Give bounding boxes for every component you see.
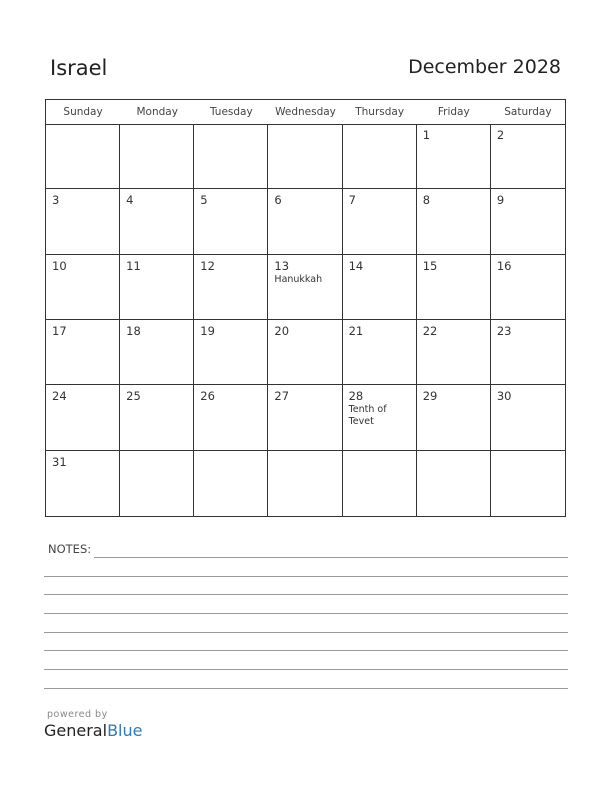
country-title: Israel [50,56,108,80]
day-number: 14 [348,258,364,273]
day-cell [268,320,342,385]
note-line [44,650,568,651]
day-number: 31 [52,454,67,469]
day-cell [46,189,120,254]
day-cell [46,451,120,516]
note-line [44,669,568,670]
day-number: 17 [52,324,67,338]
day-cell [343,385,417,450]
month-year-title: December 2028 [408,56,561,78]
day-number: 8 [422,193,431,208]
note-line [44,632,568,633]
note-line [44,576,568,577]
day-cell [268,124,342,189]
day-cell [491,320,565,385]
day-cell [46,385,120,450]
day-cell [120,189,194,254]
weekday-header [46,100,565,125]
note-line [44,613,568,614]
calendar-body [46,124,565,516]
day-number: 23 [496,324,512,338]
day-number: 13 [274,258,290,273]
day-number: 15 [422,258,438,273]
day-number: 1 [422,128,431,142]
day-cell [343,451,417,516]
day-number: 7 [348,193,356,208]
weekday-label: Wednesday [275,106,336,118]
day-cell [491,385,565,450]
day-cell [120,451,194,516]
day-number: 27 [274,389,290,404]
day-cell [343,124,417,189]
brand-blue: Blue [107,721,143,740]
day-cell [491,255,565,320]
day-cell [268,385,342,450]
calendar-grid [45,99,566,517]
day-cell [194,189,268,254]
day-number: 4 [126,193,134,208]
day-cell [417,320,491,385]
day-number: 6 [274,193,282,208]
day-number: 22 [422,324,438,338]
weekday-label: Sunday [63,106,103,118]
day-cell [46,320,120,385]
day-number: 11 [126,258,141,273]
day-number: 20 [274,324,290,338]
day-cell [491,189,565,254]
day-cell [417,124,491,189]
day-number: 24 [52,389,67,404]
day-cell [343,255,417,320]
brand-logo [44,721,142,740]
weekday-label: Friday [437,106,470,118]
note-line [44,688,568,689]
day-cell [120,385,194,450]
day-number: 25 [126,389,141,404]
day-cell [268,451,342,516]
day-cell [46,255,120,320]
day-cell [417,385,491,450]
notes-label: NOTES: [48,542,92,556]
day-cell [491,451,565,516]
day-cell [491,124,565,189]
day-number: 2 [496,128,505,142]
day-number: 19 [200,324,215,338]
note-line [94,557,568,558]
weekday-label: Saturday [504,106,552,118]
day-number: 16 [496,258,512,273]
day-cell [120,124,194,189]
day-number: 10 [52,258,67,273]
day-number: 12 [200,258,215,273]
day-cell [417,189,491,254]
day-cell [194,124,268,189]
weekday-label: Tuesday [209,106,253,118]
day-cell [120,320,194,385]
day-cell [417,255,491,320]
day-cell [343,320,417,385]
day-number: 3 [52,193,60,208]
day-cell [194,320,268,385]
holiday-label: Tenth of Tevet [348,404,387,428]
day-cell [194,385,268,450]
day-cell [417,451,491,516]
note-line [44,594,568,595]
day-number: 30 [496,389,512,404]
day-number: 9 [496,193,505,208]
day-cell [268,189,342,254]
powered-by-label: powered by [47,709,108,720]
day-cell [343,189,417,254]
day-number: 26 [200,389,215,404]
day-cell [194,255,268,320]
day-cell [268,255,342,320]
day-cell [120,255,194,320]
day-number: 5 [200,193,208,208]
holiday-label: Hanukkah [274,273,323,285]
day-number: 21 [348,324,364,338]
day-number: 18 [126,324,141,338]
day-number: 28 [348,389,364,404]
day-number: 29 [422,389,438,404]
brand-general: General [44,721,108,740]
weekday-label: Monday [136,106,178,118]
weekday-label: Thursday [355,106,405,118]
day-cell [46,124,120,189]
day-cell [194,451,268,516]
